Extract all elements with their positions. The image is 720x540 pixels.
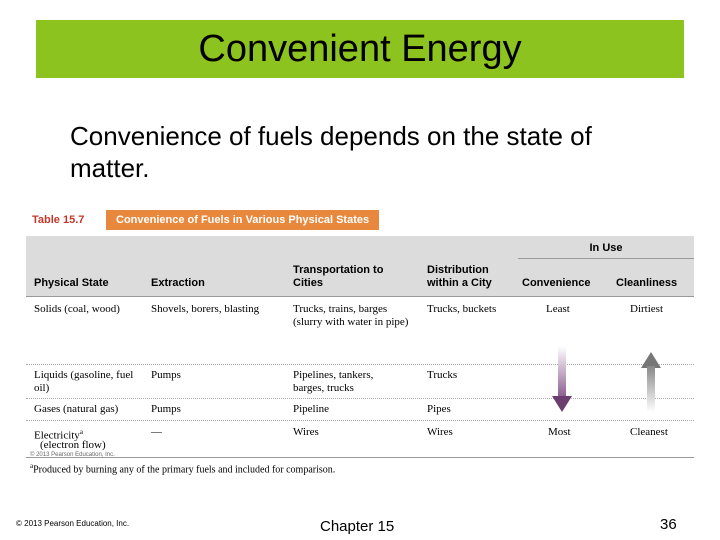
- title-bar: [36, 20, 684, 78]
- convenience-down-arrow-icon: [551, 346, 573, 412]
- table-caption: [26, 210, 694, 230]
- cell-extraction: Shovels, borers, blasting: [151, 303, 260, 315]
- header-cleanliness: Cleanliness: [616, 277, 678, 289]
- cell-cleanliness: Cleanest: [630, 426, 668, 438]
- cell-convenience: Most: [548, 426, 571, 438]
- footer-chapter: Chapter 15: [320, 518, 395, 535]
- cell-extraction: —: [151, 426, 162, 438]
- cleanliness-up-arrow-icon: [640, 352, 662, 412]
- footnote-text: Produced by burning any of the primary fuels and included for comparison.: [33, 464, 336, 476]
- cell-extraction: Pumps: [151, 369, 181, 381]
- cell-distribution: Wires: [427, 426, 453, 438]
- table-row: [26, 364, 694, 398]
- header-transportation: Transportation to Cities: [293, 264, 384, 289]
- table-title: Convenience of Fuels in Various Physical States: [106, 210, 379, 230]
- group-header-in-use: In Use: [589, 242, 623, 254]
- cell-distribution: Pipes: [427, 403, 451, 415]
- cell-state: Gases (natural gas): [34, 403, 119, 415]
- table-row: [26, 398, 694, 420]
- header-band: [26, 236, 694, 296]
- table-body: [26, 236, 694, 476]
- cell-transportation: Pipeline: [293, 403, 330, 415]
- page-number: 36: [660, 516, 677, 533]
- cell-state-note: (electron flow): [40, 439, 106, 451]
- table-row: [26, 296, 694, 342]
- cell-cleanliness: Dirtiest: [630, 303, 663, 315]
- cell-distribution: Trucks: [427, 369, 458, 381]
- footnote-marker: a: [30, 462, 34, 470]
- header-distribution: Distribution within a City: [427, 264, 492, 289]
- cell-transportation: Pipelines, tankers, barges, trucks: [293, 369, 374, 394]
- cell-convenience: Least: [546, 303, 570, 315]
- table-number: Table 15.7: [32, 214, 85, 226]
- footnote-ref: a: [79, 428, 83, 436]
- header-convenience: Convenience: [522, 277, 591, 289]
- cell-distribution: Trucks, buckets: [427, 303, 497, 315]
- cell-state: Solids (coal, wood): [34, 303, 120, 315]
- header-extraction: Extraction: [151, 277, 205, 289]
- fuel-table: [26, 210, 694, 476]
- cell-transportation: Wires: [293, 426, 319, 438]
- cell-state: Liquids (gasoline, fuel oil): [34, 369, 134, 394]
- table-copyright: © 2013 Pearson Education, Inc.: [30, 452, 115, 458]
- cell-state-text: Electricity: [34, 429, 80, 442]
- table-row: [26, 420, 694, 458]
- footer-copyright: © 2013 Pearson Education, Inc.: [16, 519, 130, 528]
- cell-extraction: Pumps: [151, 403, 181, 415]
- table-footnote: [30, 462, 335, 475]
- header-physical-state: Physical State: [34, 277, 109, 289]
- intro-text: Convenience of fuels depends on the state of matter.: [70, 121, 592, 183]
- group-header-rule: [518, 258, 694, 259]
- cell-transportation: Trucks, trains, barges (slurry with water in pipe): [293, 303, 409, 328]
- slide-title: Convenient Energy: [198, 27, 522, 70]
